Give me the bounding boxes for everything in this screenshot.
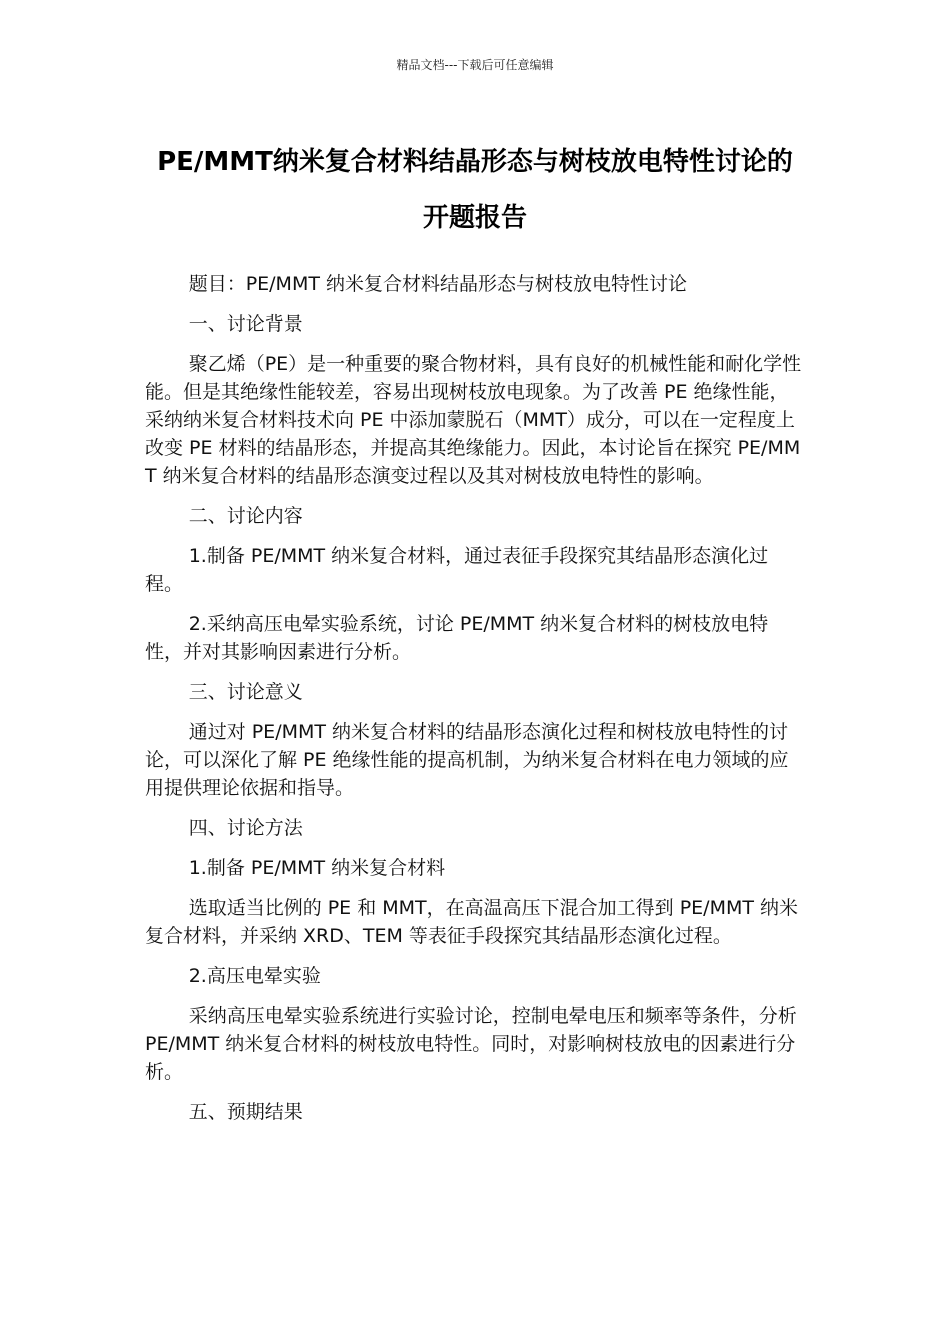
content-item-1: 1.制备 PE/MMT 纳米复合材料，通过表征手段探究其结晶形态演化过程。 [145, 545, 769, 595]
section-heading-expected: 五、预期结果 [188, 1101, 303, 1123]
section-heading-content: 二、讨论内容 [188, 505, 303, 527]
document-title: PE/MMT纳米复合材料结晶形态与树枝放电特性讨论的开题报告 [157, 147, 793, 233]
section-heading-methods: 四、讨论方法 [188, 817, 303, 839]
method-heading-2: 2.高压电晕实验 [188, 965, 321, 987]
method-heading-1: 1.制备 PE/MMT 纳米复合材料 [188, 857, 446, 879]
topic-paragraph: 题目：PE/MMT 纳米复合材料结晶形态与树枝放电特性讨论 [188, 273, 687, 295]
document-body [145, 270, 805, 1138]
section-heading-significance: 三、讨论意义 [188, 681, 303, 703]
header-note: 精品文档---下载后可任意编辑 [396, 58, 554, 72]
section-heading-background: 一、讨论背景 [188, 313, 303, 335]
significance-paragraph: 通过对 PE/MMT 纳米复合材料的结晶形态演化过程和树枝放电特性的讨论，可以深化了解 PE 绝缘性能的提高机制，为纳米复合材料在电力领域的应用提供理论依据和指导。 [145, 721, 789, 799]
content-item-2: 2.采纳高压电晕实验系统，讨论 PE/MMT 纳米复合材料的树枝放电特性，并对其影响因素进行分析。 [145, 613, 769, 663]
method-paragraph-1: 选取适当比例的 PE 和 MMT，在高温高压下混合加工得到 PE/MMT 纳米复合材料，并采纳 XRD、TEM 等表征手段探究其结晶形态演化过程。 [145, 897, 798, 947]
background-paragraph: 聚乙烯（PE）是一种重要的聚合物材料，具有良好的机械性能和耐化学性能。但是其绝缘性能较差，容易出现树枝放电现象。为了改善 PE 绝缘性能，采纳纳米复合材料技术向 PE 中添加蒙脱石（MMT）成分，可以在一定程度上改变 PE 材料的结晶形态，并提高其绝缘能力。因此，本讨论旨在探究 PE/MMT 纳米复合材料的结晶形态演变过程以及其对树枝放电特性的影响。 [145, 353, 802, 487]
method-paragraph-2: 采纳高压电晕实验系统进行实验讨论，控制电晕电压和频率等条件，分析 PE/MMT 纳米复合材料的树枝放电特性。同时，对影响树枝放电的因素进行分析。 [145, 1005, 797, 1083]
